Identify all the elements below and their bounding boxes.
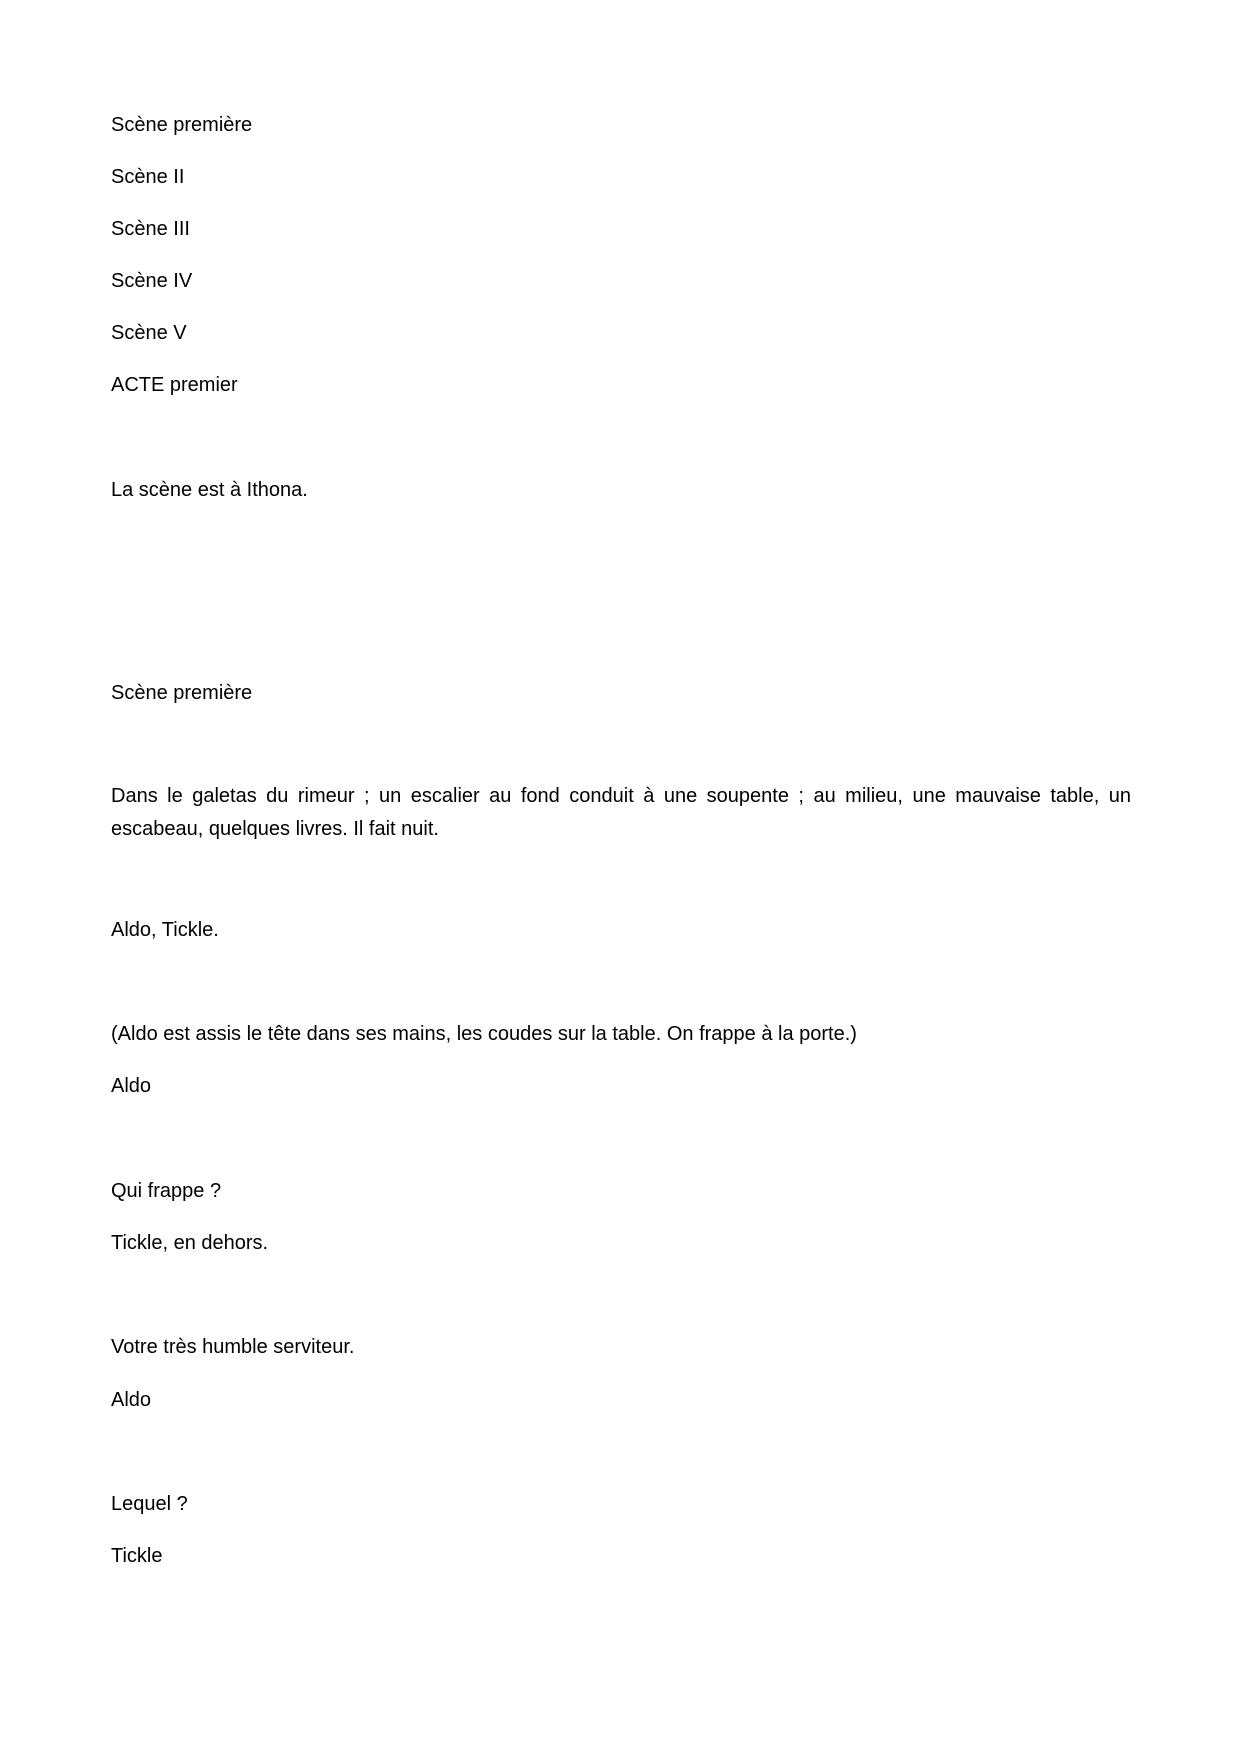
character-list: Aldo, Tickle. (111, 919, 219, 941)
dialogue-line: Qui frappe ? (111, 1180, 222, 1202)
action-text: (Aldo est assis le tête dans ses mains, les coudes sur la table. On frappe à la porte.) (111, 1023, 857, 1045)
dialogue-line: Lequel ? (111, 1493, 188, 1515)
setting-text: La scène est à Ithona. (111, 479, 308, 501)
act-heading: ACTE premier (111, 374, 238, 396)
stage-direction: Dans le galetas du rimeur ; un escalier au fond conduit à une soupente ; au milieu, une mauvaise table, un escabeau, quelques livres. Il fait nuit. (111, 785, 1131, 840)
speaker-name: Tickle, en dehors. (111, 1232, 269, 1254)
toc-item: Scène V (111, 322, 187, 344)
speaker-name: Tickle (111, 1545, 163, 1567)
scene-heading: Scène première (111, 682, 253, 704)
dialogue-line: Votre très humble serviteur. (111, 1336, 355, 1358)
toc-item: Scène première (111, 114, 253, 136)
speaker-name: Aldo (111, 1075, 152, 1097)
speaker-name: Aldo (111, 1389, 152, 1411)
toc-item: Scène IV (111, 270, 193, 292)
toc-item: Scène III (111, 218, 190, 240)
toc-item: Scène II (111, 166, 185, 188)
